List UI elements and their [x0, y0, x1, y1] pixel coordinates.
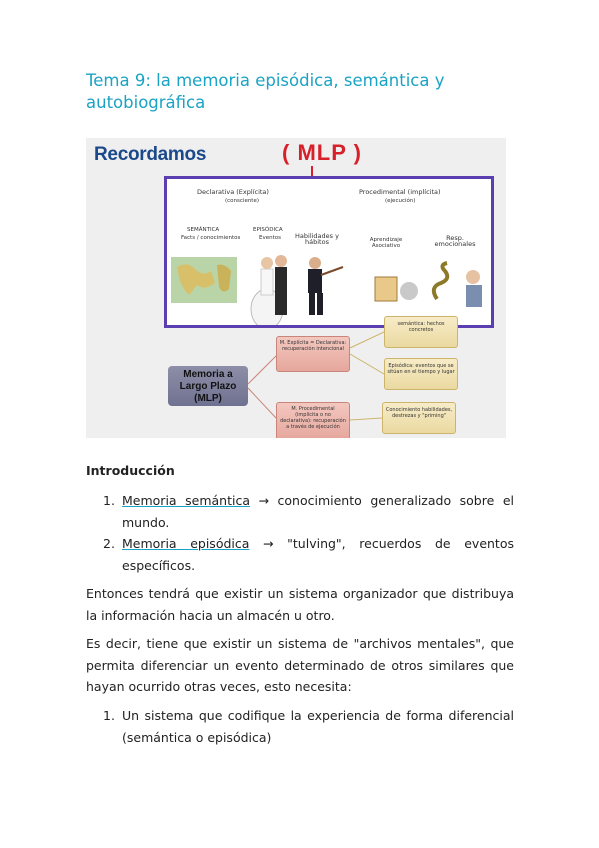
- list-item: [86, 490, 514, 533]
- mlp-box-line-3: (MLP): [194, 393, 222, 404]
- semantica-label: SEMÁNTICA: [187, 227, 220, 233]
- conocimiento-box: Conocimiento habilidades, destrezas y "priming": [382, 402, 456, 434]
- mlp-illustrations: [167, 179, 491, 325]
- memory-types-list: [86, 490, 514, 576]
- list-number: 2.: [103, 536, 115, 552]
- episodica-label: EPISÓDICA: [253, 227, 283, 233]
- resp-emocionales-label: Resp. emocionales: [434, 234, 476, 248]
- procedimental-sub: (ejecución): [385, 198, 416, 204]
- list-item-text: → conocimiento generalizado sobre el mundo.: [122, 493, 514, 530]
- habilidades-label: Habilidades y hábitos: [295, 232, 339, 246]
- needs-list: [86, 705, 514, 748]
- figure-recordamos-title: Recordamos: [94, 144, 207, 165]
- figure-mlp-header: ( MLP ): [282, 140, 362, 165]
- page-title: Tema 9: la memoria episódica, semántica y autobiográfica: [86, 71, 445, 112]
- mlp-box-line-2: Largo Plazo: [179, 381, 237, 392]
- declarativa-sub: (consciente): [225, 198, 259, 204]
- episodica-box: Episódica: eventos que se sitúan en el tiempo y lugar: [384, 358, 458, 390]
- list-item: [86, 705, 514, 748]
- list-number: 1.: [103, 708, 115, 723]
- intro-heading: Introducción: [86, 463, 175, 478]
- mlp-box-line-1: Memoria a: [183, 369, 233, 380]
- mlp-tree-panel: [164, 176, 494, 328]
- m-procedimental-box: M. Procedimental (implícita o no declarativa): recuperación a través de ejecución: [276, 402, 350, 438]
- semantica-box: semántica: hechos concretos: [384, 316, 458, 348]
- memoria-episodica-link[interactable]: Memoria episódica: [122, 536, 250, 552]
- m-explicita-box: M. Explícita = Declarativa: recuperación intencional: [276, 336, 350, 372]
- memoria-semantica-link[interactable]: Memoria semántica: [122, 493, 250, 508]
- episodica-sub: Eventos: [259, 235, 281, 241]
- paragraph-sistema-organizador: Entonces tendrá que existir un sistema organizador que distribuya la información hacia un almacén u otro.: [86, 586, 514, 623]
- aprendizaje-label: Aprendizaje Asociativo: [369, 237, 403, 249]
- list-item-text: → "tulving", recuerdos de eventos específicos.: [122, 536, 514, 573]
- list-item: [86, 533, 514, 576]
- paragraph-archivos-mentales: Es decir, tiene que existir un sistema de "archivos mentales", que permita diferenciar un evento determinado de otros similares que hayan ocurrido otras veces, esto necesita:: [86, 636, 514, 695]
- mlp-diagram-figure: [86, 138, 506, 438]
- list-item-text: Un sistema que codifique la experiencia de forma diferencial (semántica o episódica): [122, 708, 514, 745]
- declarativa-label: Declarativa (Explícita): [197, 188, 269, 196]
- procedimental-label: Procedimental (implícita): [359, 188, 441, 196]
- semantica-sub: Facts / conocimientos: [181, 235, 241, 241]
- mlp-box: [168, 366, 248, 406]
- list-number: 1.: [103, 493, 115, 508]
